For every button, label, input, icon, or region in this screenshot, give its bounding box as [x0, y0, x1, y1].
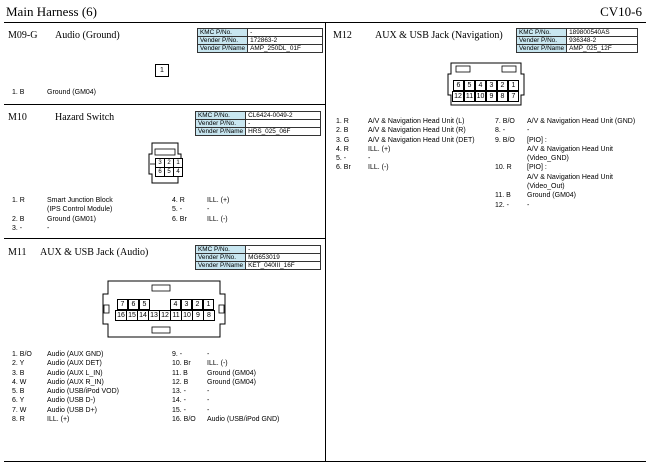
pin-cell: 1 — [173, 158, 183, 168]
pin-row — [12, 369, 119, 378]
pin-cell: 1 — [508, 80, 519, 91]
pin-row — [336, 136, 475, 145]
pin-description: Audio (AUX R_IN) — [47, 378, 104, 386]
pin-number: 2. Y — [12, 360, 25, 368]
pin-number: 1. B/O — [12, 351, 32, 358]
pin-number: 11. B — [172, 369, 188, 377]
pin-row — [495, 173, 635, 182]
pin-description: Ground (GM04) — [527, 192, 577, 200]
pin-number: 3. G — [336, 136, 350, 144]
pin-number: 11. B — [495, 192, 511, 200]
divider-m10-m11 — [4, 238, 325, 239]
bottom-border — [4, 461, 646, 462]
pin-row — [495, 145, 635, 154]
pin-row — [12, 196, 113, 205]
pin-row — [172, 406, 279, 415]
page-title: Main Harness (6) — [6, 4, 97, 19]
pin-description: Audio (USB/iPod VOD) — [47, 388, 119, 396]
pin-description: Ground (GM01) — [47, 215, 97, 223]
pin-row — [172, 396, 279, 405]
pin-description: - — [207, 351, 210, 358]
spec-label: Vender P/No. — [198, 37, 248, 45]
pin-cell: 10 — [476, 93, 485, 100]
pin-number: 10. Br — [172, 360, 191, 368]
pin-description: (IPS Control Module) — [47, 206, 113, 214]
pin-description: - — [207, 206, 210, 214]
pin-cell: 3 — [155, 158, 165, 168]
pin-number: 4. R — [172, 197, 185, 204]
pin-row — [12, 350, 119, 359]
pin-row — [495, 154, 635, 163]
pin-row — [172, 369, 279, 378]
pin-row — [336, 145, 475, 154]
pin-description: - — [368, 155, 371, 163]
pin-description: Ground (GM04) — [207, 378, 257, 386]
spec-label: Vender P/Name — [196, 262, 246, 270]
pin-description: A/V & Navigation Head Unit — [527, 145, 613, 153]
pin-cell: 6 — [155, 167, 165, 177]
pin-cell: 4 — [475, 80, 486, 91]
spec-label: Vender P/No. — [196, 120, 246, 128]
pin-description: A/V & Navigation Head Unit (DET) — [368, 136, 475, 144]
spec-label: Vender P/Name — [196, 128, 246, 136]
spec-label: Vender P/No. — [517, 37, 567, 45]
spec-label: Vender P/Name — [517, 45, 567, 53]
connector-name: Audio (Ground) — [55, 30, 120, 41]
pin-list — [12, 88, 96, 97]
pin-number: 12. B — [172, 378, 189, 386]
pin-number: 8. R — [12, 416, 25, 424]
pin-cell: 6 — [128, 299, 139, 310]
spec-value: AMP_250DL_01F — [248, 45, 323, 53]
pin-number: 5. - — [172, 206, 183, 214]
pin-description: ILL. (-) — [207, 215, 228, 223]
pin-row — [172, 215, 229, 224]
pin-row — [172, 350, 279, 359]
pin-description: Audio (USB/iPod GND) — [207, 416, 280, 424]
pin-description: - — [47, 224, 50, 232]
pin-row — [172, 415, 279, 424]
pin-number: 3. B — [12, 369, 25, 377]
pin-description: ILL. (-) — [368, 164, 389, 172]
page-number: CV10-6 — [600, 4, 642, 19]
pin-cell: 4 — [173, 167, 183, 177]
pin-row — [336, 163, 475, 172]
spec-label: KMC P/No. — [517, 29, 567, 37]
connector-id: M09-G — [8, 30, 38, 41]
pin-list-left — [12, 350, 119, 424]
pin-number: 9. - — [172, 351, 183, 358]
pin-cell: 6 — [453, 80, 464, 91]
spec-label: KMC P/No. — [196, 112, 246, 120]
pin-cell: 13 — [148, 310, 160, 321]
pin-description: ILL. (+) — [47, 416, 70, 424]
pin-description: - — [207, 406, 210, 414]
pin-list-right — [172, 196, 229, 224]
spec-value: CL6424-0049-2 — [246, 112, 321, 120]
pin-description: A/V & Navigation Head Unit (GND) — [527, 118, 636, 125]
pin-list-left — [12, 196, 113, 233]
pin-number: 1. R — [12, 197, 25, 204]
pin-number: 5. B — [12, 388, 25, 396]
pin-cell: 5 — [464, 80, 475, 91]
pin-row — [172, 196, 229, 205]
pin-description: Smart Junction Block — [47, 197, 113, 204]
pin-row — [12, 224, 113, 233]
spec-table — [516, 28, 638, 53]
spec-value: - — [246, 246, 321, 254]
pin-cell: 10 — [181, 310, 193, 321]
pin-number: 15. - — [172, 406, 187, 414]
pin-description: Ground (GM04) — [207, 369, 257, 377]
pin-cell: 8 — [203, 310, 215, 321]
pin-cell: 14 — [137, 310, 149, 321]
pin-number: 1. B — [12, 89, 25, 96]
connector-id: M11 — [8, 247, 27, 258]
pin-cell: 15 — [126, 310, 138, 321]
spec-value: MG653019 — [246, 254, 321, 262]
pin-row — [495, 117, 635, 126]
pin-row — [495, 163, 635, 172]
pin-number: 2. B — [336, 127, 349, 135]
pin-description: ILL. (+) — [207, 197, 230, 204]
pin-row — [172, 205, 229, 214]
pin-cell: 1 — [203, 299, 214, 310]
pin-row — [12, 215, 113, 224]
pin-number: 13. - — [172, 388, 187, 396]
pin-number: 6. Br — [336, 164, 351, 172]
pin-description: - — [527, 201, 530, 209]
pin-description: Audio (USB D+) — [47, 406, 97, 414]
pin-row — [12, 406, 119, 415]
pin-cell: 11 — [170, 310, 182, 321]
pin-row — [495, 136, 635, 145]
pin-row — [172, 387, 279, 396]
spec-table — [195, 245, 321, 270]
connector-name: AUX & USB Jack (Navigation) — [375, 30, 503, 41]
pin-description: ILL. (+) — [368, 145, 391, 153]
pin-cell: 7 — [508, 91, 519, 102]
pin-cell: 3 — [181, 299, 192, 310]
pin-row — [495, 126, 635, 135]
pin-description: Ground (GM04) — [47, 89, 97, 96]
pin-number: 7. B/O — [495, 118, 515, 125]
pin-cell: 1 — [155, 64, 169, 77]
pin-cell: 4 — [170, 299, 181, 310]
connector-diagram — [155, 64, 169, 77]
spec-label: Vender P/Name — [198, 45, 248, 53]
spec-value: KET_040III_16F — [246, 262, 321, 270]
pin-row — [495, 201, 635, 210]
pin-cell: 5 — [164, 167, 174, 177]
pin-number: 1. R — [336, 118, 349, 125]
pin-row — [12, 387, 119, 396]
pin-cell-empty — [150, 299, 161, 310]
pin-cell: 5 — [139, 299, 150, 310]
pin-number: 4. R — [336, 145, 349, 153]
pin-number: 5. - — [336, 155, 347, 163]
pin-row — [12, 88, 96, 97]
pin-number: 7. W — [12, 406, 27, 414]
pin-cell: 2 — [497, 80, 508, 91]
connector-name: AUX & USB Jack (Audio) — [40, 247, 149, 258]
pin-row — [12, 378, 119, 387]
pin-row — [172, 359, 279, 368]
pin-row — [12, 415, 119, 424]
pin-row — [12, 205, 113, 214]
pin-cell: 7 — [117, 299, 128, 310]
spec-value: AMP_025_12F — [567, 45, 638, 53]
pin-cell: 16 — [115, 310, 127, 321]
pin-cell: 12 — [452, 91, 464, 102]
pin-description: A/V & Navigation Head Unit — [527, 173, 613, 181]
spec-table — [195, 111, 321, 136]
spec-value: - — [248, 29, 323, 37]
pin-number: 2. B — [12, 215, 25, 223]
spec-label: KMC P/No. — [198, 29, 248, 37]
pin-number: 3. - — [12, 224, 23, 232]
pin-description: - — [207, 388, 210, 396]
pin-row — [12, 359, 119, 368]
spec-value: HRS_025_06F — [246, 128, 321, 136]
pin-number: 4. W — [12, 378, 27, 386]
pin-cell: 2 — [164, 158, 174, 168]
pin-description: [PIO] : — [527, 136, 547, 144]
pin-cell: 9 — [486, 91, 497, 102]
pin-number: 10. R — [495, 164, 512, 172]
pin-cell: 2 — [192, 299, 203, 310]
pin-description: [PIO] : — [527, 164, 547, 172]
pin-cell: 11 — [465, 93, 474, 100]
pin-number: 6. Br — [172, 215, 187, 223]
spec-value: 936348-2 — [567, 37, 638, 45]
pin-description: Audio (AUX DET) — [47, 360, 102, 368]
pin-number: 16. B/O — [172, 416, 196, 424]
pin-description: - — [207, 397, 210, 405]
pin-row — [12, 396, 119, 405]
pin-description: A/V & Navigation Head Unit (L) — [368, 118, 465, 125]
connector-name: Hazard Switch — [55, 112, 115, 123]
spec-value: 172863-2 — [248, 37, 323, 45]
connector-id: M10 — [8, 112, 27, 123]
pin-description: Audio (AUX L_IN) — [47, 369, 103, 377]
connector-id: M12 — [333, 30, 352, 41]
pin-description: (Video_GND) — [527, 155, 569, 163]
pin-list-right — [172, 350, 279, 424]
pin-description: ILL. (-) — [207, 360, 228, 368]
pin-row — [336, 126, 475, 135]
pin-list-left — [336, 117, 475, 173]
spec-value: - — [246, 120, 321, 128]
pin-row — [336, 154, 475, 163]
pin-row — [336, 117, 475, 126]
pin-row — [495, 191, 635, 200]
pin-number: 14. - — [172, 397, 187, 405]
divider-m09g-m10 — [4, 104, 325, 105]
pin-description: - — [527, 127, 530, 135]
pin-number: 12. - — [495, 201, 510, 209]
pin-number: 8. - — [495, 127, 506, 135]
pin-description: (Video_Out) — [527, 183, 565, 191]
pin-description: Audio (USB D-) — [47, 397, 96, 405]
pin-cell: 12 — [159, 310, 171, 321]
column-divider — [325, 23, 326, 461]
pin-cell: 3 — [486, 80, 497, 91]
spec-label: KMC P/No. — [196, 246, 246, 254]
spec-value: 189800540AS — [567, 29, 638, 37]
pin-description: A/V & Navigation Head Unit (R) — [368, 127, 466, 135]
spec-table — [197, 28, 323, 53]
pin-cell: 9 — [192, 310, 204, 321]
pin-row — [172, 378, 279, 387]
pin-cell: 8 — [497, 91, 508, 102]
pin-description: Audio (AUX GND) — [47, 351, 104, 358]
pin-list-right — [495, 117, 635, 210]
pin-number: 6. Y — [12, 397, 25, 405]
pin-row — [495, 182, 635, 191]
pin-number: 9. B/O — [495, 136, 515, 144]
spec-label: Vender P/No. — [196, 254, 246, 262]
